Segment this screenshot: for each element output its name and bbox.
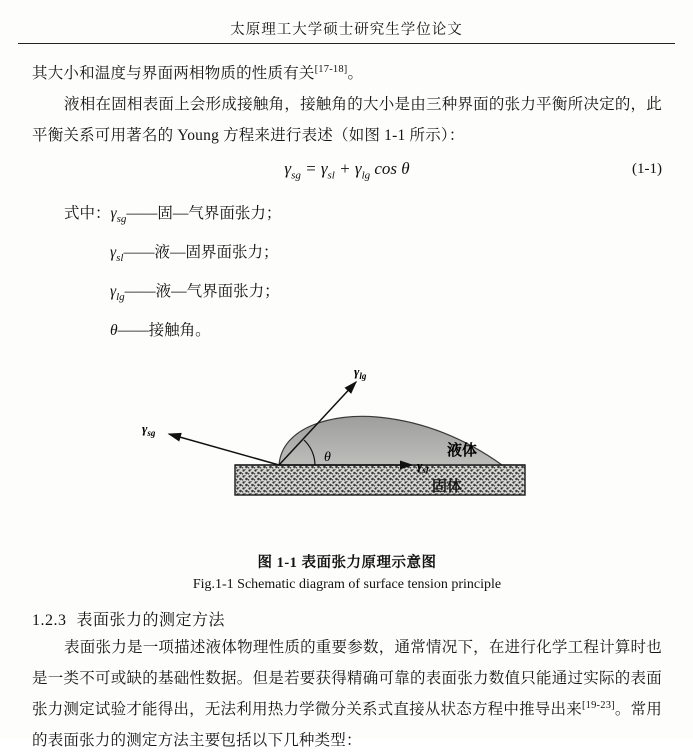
symbol-theta: θ	[110, 322, 118, 340]
definition-text-2: ——液—固界面张力；	[123, 244, 279, 262]
definition-text-3: ——液—气界面张力；	[124, 283, 280, 301]
equation-row	[32, 155, 662, 195]
where-label: 式中：	[64, 205, 111, 222]
label-gamma-sl: $\gamma_{sl}$	[417, 458, 429, 476]
symbol-definitions	[32, 197, 662, 347]
section-heading-1-2-3	[32, 607, 662, 630]
definition-row-2	[32, 236, 662, 275]
surface-tension-diagram	[32, 355, 662, 545]
figure-caption-en: Fig.1-1 Schematic diagram of surface tension principle	[192, 577, 502, 593]
definition-row-3	[32, 275, 662, 314]
definition-text-4: ——接触角。	[117, 322, 211, 340]
document-content	[32, 58, 662, 756]
header-divider	[18, 43, 675, 44]
paragraph-1-text: 其大小和温度与界面两相物质的性质有关	[32, 65, 315, 82]
definition-row-1	[32, 197, 662, 236]
definition-text-1: ——固—气界面张力；	[126, 205, 282, 222]
citation-ref-19-23: [19-23]	[581, 700, 615, 712]
symbol-gamma-lg: $\gamma_{lg}$	[110, 283, 125, 304]
figure-caption-cn: 图 1-1 表面张力原理示意图	[257, 555, 437, 572]
solid-substrate	[235, 465, 525, 495]
section-paragraph-1-end: 。常用的表面张力的测定方法主要包括以下几种类型：	[32, 701, 662, 750]
label-liquid: 液体	[447, 442, 478, 460]
section-paragraph-1	[32, 632, 662, 756]
figure-1-1	[32, 355, 662, 545]
section-number: 1.2.3	[32, 612, 67, 630]
section-title: 表面张力的测定方法	[76, 612, 226, 630]
page-header: 太原理工大学硕士研究生学位论文	[230, 22, 463, 38]
citation-ref-17-18: [17-18]	[314, 63, 348, 75]
label-solid: 固体	[432, 478, 463, 496]
label-theta: θ	[324, 450, 331, 466]
paragraph-1	[32, 58, 662, 89]
equation-number: (1-1)	[632, 161, 662, 177]
symbol-gamma-sl: $\gamma_{sl}$	[110, 244, 124, 265]
paragraph-2: 液相在固相表面上会形成接触角，接触角的大小是由三种界面的张力平衡所决定的，此平衡关系可用著名的 Young 方程来进行表述（如图 1-1 所示）：	[32, 96, 662, 144]
label-gamma-lg: $\gamma_{lg}$	[354, 364, 367, 382]
symbol-gamma-sg: $\gamma_{sg}$	[110, 205, 127, 226]
equation-1-1: $\gamma_{sg} = \gamma_{sl} + \gamma_{lg}$ cos θ	[284, 159, 410, 182]
section-paragraph-1-text: 表面张力是一项描述液体物理性质的重要参数，通常情况下，在进行化学工程计算时也是一类不可或缺的基础性数据。但是若要获得精确可靠的表面张力数值只能通过实际的表面张力测定试验才能得出，无法利用热力学微分关系式直接从状态方程中推导出来	[32, 639, 662, 719]
definition-row-4	[32, 314, 662, 347]
paragraph-1-end: 。	[347, 65, 364, 82]
label-gamma-sg: $\gamma_{sg}$	[142, 421, 156, 439]
